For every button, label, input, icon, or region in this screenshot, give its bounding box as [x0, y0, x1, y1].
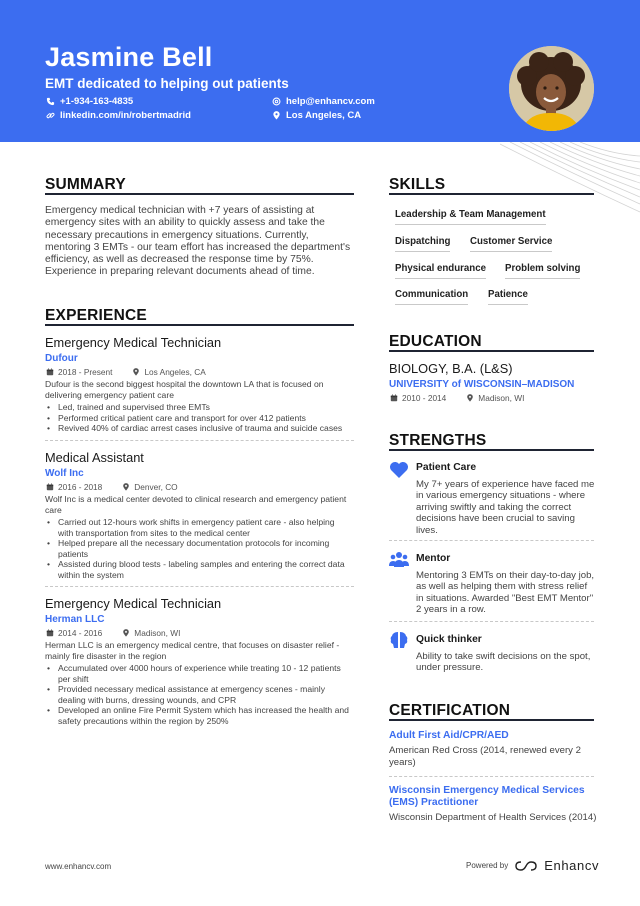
- email-contact[interactable]: [272, 96, 375, 107]
- summary-line: Emergency medical technician with +7 years of assisting at: [45, 205, 315, 216]
- at-icon: [272, 97, 281, 106]
- skill-tag: Communication: [395, 289, 468, 305]
- location-text: Los Angeles, CA: [286, 110, 362, 121]
- job-location: Denver, CO: [134, 482, 178, 492]
- education-rule: [389, 350, 594, 352]
- calendar-icon: [46, 483, 54, 491]
- description-line: Wolf Inc is a medical center devoted to clinical research and emergency patient: [45, 494, 347, 504]
- location-pin-icon: [122, 629, 130, 637]
- bullet-item: • Led, trained and supervised three EMTs: [45, 402, 355, 413]
- skill-tag: Dispatching: [395, 236, 450, 252]
- job-bullets: [45, 402, 355, 434]
- location-pin-icon: [132, 368, 140, 376]
- certification-heading: CERTIFICATION: [389, 702, 511, 719]
- job-meta: [46, 628, 180, 638]
- job-dates: 2018 - Present: [58, 367, 113, 377]
- job-description: [45, 379, 324, 400]
- company-name[interactable]: Herman LLC: [45, 614, 105, 625]
- resume-header: [0, 0, 640, 142]
- footer-branding[interactable]: [466, 858, 599, 873]
- skill-tag: Customer Service: [470, 236, 552, 252]
- skill-tag: Patience: [488, 289, 528, 305]
- enhancv-logo-icon: [515, 860, 537, 872]
- divider: [389, 776, 594, 777]
- summary-line: efficiency, as well as decreased the response time by 75%.: [45, 254, 314, 266]
- skill-tag: Physical endurance: [395, 263, 486, 279]
- bullet-item: • Developed an online Fire Permit System which has increased the health and safety precautions within the region by 250%: [45, 705, 355, 726]
- description-line: mainly fire disaster in the region: [45, 650, 167, 661]
- job-location: Madison, WI: [134, 628, 181, 638]
- powered-by-label: Powered by: [466, 861, 509, 870]
- bullet-item: • Accumulated over 4000 hours of experience while treating 10 - 12 patients per shift: [45, 663, 355, 684]
- degree-title: BIOLOGY, B.A. (L&S): [389, 361, 513, 376]
- divider: [45, 586, 354, 587]
- strengths-heading: STRENGTHS: [389, 432, 487, 449]
- job-dates: 2014 - 2016: [58, 628, 103, 638]
- job-description: [45, 640, 339, 661]
- summary-rule: [45, 193, 354, 195]
- certification-title: Wisconsin Emergency Medical Services (EMS) Practitioner: [389, 785, 585, 809]
- calendar-icon: [46, 368, 54, 376]
- bullet-item: • Carried out 12-hours work shifts in emergency patient care - also helping with transportation from sites to the medical center: [45, 517, 355, 538]
- phone-contact[interactable]: [46, 96, 133, 107]
- calendar-icon: [390, 394, 398, 402]
- bullet-item: • Assisted during blood tests - labeling samples and entering the correct data within the system: [45, 559, 355, 580]
- experience-heading: EXPERIENCE: [45, 307, 147, 324]
- email-text: help@enhancv.com: [286, 96, 375, 107]
- description-line: care: [45, 504, 62, 515]
- location-pin-icon: [122, 483, 130, 491]
- job-bullets: [45, 663, 355, 727]
- description-line: delivering emergency patient care: [45, 389, 174, 400]
- certification-description: Wisconsin Department of Health Services (2014): [389, 812, 597, 823]
- education-dates: 2010 - 2014: [402, 393, 447, 403]
- job-location: Los Angeles, CA: [144, 367, 206, 377]
- job-title: Medical Assistant: [45, 450, 144, 465]
- job-bullets: [45, 517, 355, 581]
- location-pin-icon: [272, 111, 281, 120]
- linkedin-contact[interactable]: [46, 110, 191, 121]
- linkedin-text: linkedin.com/in/robertmadrid: [60, 110, 191, 121]
- profile-photo: [509, 46, 594, 131]
- summary-line: emergency sites with an ability to quickly assess and take the: [45, 217, 325, 229]
- school-name[interactable]: UNIVERSITY of WISCONSIN–MADISON: [389, 379, 575, 390]
- description-line: Herman LLC is an emergency medical centre, that focuses on disaster relief -: [45, 640, 340, 650]
- phone-icon: [46, 97, 55, 106]
- strength-title: Mentor: [416, 553, 451, 564]
- experience-rule: [45, 324, 354, 326]
- heart-icon: [389, 461, 409, 479]
- location-pin-icon: [466, 394, 474, 402]
- strength-description: Mentoring 3 EMTs on their day-to-day job, as well as helping them with stress relief in situations. Awarded "Best EMT Mentor" 2 years in a row.: [416, 570, 595, 616]
- certification-title: Adult First Aid/CPR/AED: [389, 730, 509, 741]
- summary-line: necessary precautions in emergency situations. Currently,: [45, 229, 309, 241]
- brand-name: Enhancv: [544, 858, 600, 873]
- decorative-lines: [500, 142, 640, 242]
- company-name[interactable]: Dufour: [45, 353, 78, 364]
- description-line: Dufour is the second biggest hospital the downtown LA that is focused on: [45, 379, 324, 389]
- summary-text: [45, 205, 350, 279]
- certification-rule: [389, 719, 594, 721]
- location-contact: [272, 110, 361, 121]
- skills-rule: [389, 193, 594, 195]
- strength-title: Quick thinker: [416, 634, 482, 645]
- candidate-name: Jasmine Bell: [45, 42, 213, 72]
- job-dates: 2016 - 2018: [58, 482, 103, 492]
- bullet-item: • Provided necessary medical assistance at emergency scenes - mainly dealing with burns, dressing wounds, and CPR: [45, 684, 355, 705]
- job-description: [45, 494, 346, 515]
- job-title: Emergency Medical Technician: [45, 596, 222, 611]
- strengths-rule: [389, 449, 594, 451]
- skill-tag: Problem solving: [505, 263, 580, 279]
- bullet-item: • Helped prepare all the necessary documentation protocols for incoming patients: [45, 538, 355, 559]
- divider: [45, 440, 354, 441]
- bullet-item: • Performed critical patient care and transport for over 412 patients: [45, 413, 355, 424]
- divider: [389, 540, 594, 541]
- calendar-icon: [46, 629, 54, 637]
- certification-description: American Red Cross (2014, renewed every 2 years): [389, 745, 581, 768]
- education-heading: EDUCATION: [389, 333, 482, 350]
- job-title: Emergency Medical Technician: [45, 335, 222, 350]
- skill-tag: Leadership & Team Management: [395, 209, 546, 225]
- strength-description: My 7+ years of experience have faced me in various emergency situations - where arriving swiftly and taking the correct decisions have been crucial to saving lives.: [416, 479, 595, 536]
- education-location: Madison, WI: [478, 393, 525, 403]
- link-icon: [46, 111, 55, 120]
- divider: [389, 621, 594, 622]
- strength-description: Ability to take swift decisions on the spot, under pressure.: [416, 651, 591, 674]
- brain-icon: [389, 631, 409, 649]
- phone-text: +1-934-163-4835: [60, 96, 134, 107]
- users-icon: [389, 551, 409, 569]
- company-name[interactable]: Wolf Inc: [45, 468, 84, 479]
- bullet-item: • Revived 40% of cardiac arrest cases inclusive of trauma and suicide cases: [45, 423, 355, 434]
- summary-line: mentoring 3 EMTs - our team effort has increased the department's: [45, 241, 351, 253]
- footer-website[interactable]: www.enhancv.com: [45, 862, 112, 871]
- job-meta: [46, 367, 206, 377]
- skills-heading: SKILLS: [389, 176, 446, 193]
- strength-title: Patient Care: [416, 462, 477, 473]
- candidate-tagline: EMT dedicated to helping out patients: [45, 76, 289, 91]
- summary-heading: SUMMARY: [45, 176, 126, 193]
- job-meta: [46, 482, 178, 492]
- summary-line: Experience in preparing relevant documents ahead of time.: [45, 266, 315, 278]
- education-meta: [390, 393, 524, 403]
